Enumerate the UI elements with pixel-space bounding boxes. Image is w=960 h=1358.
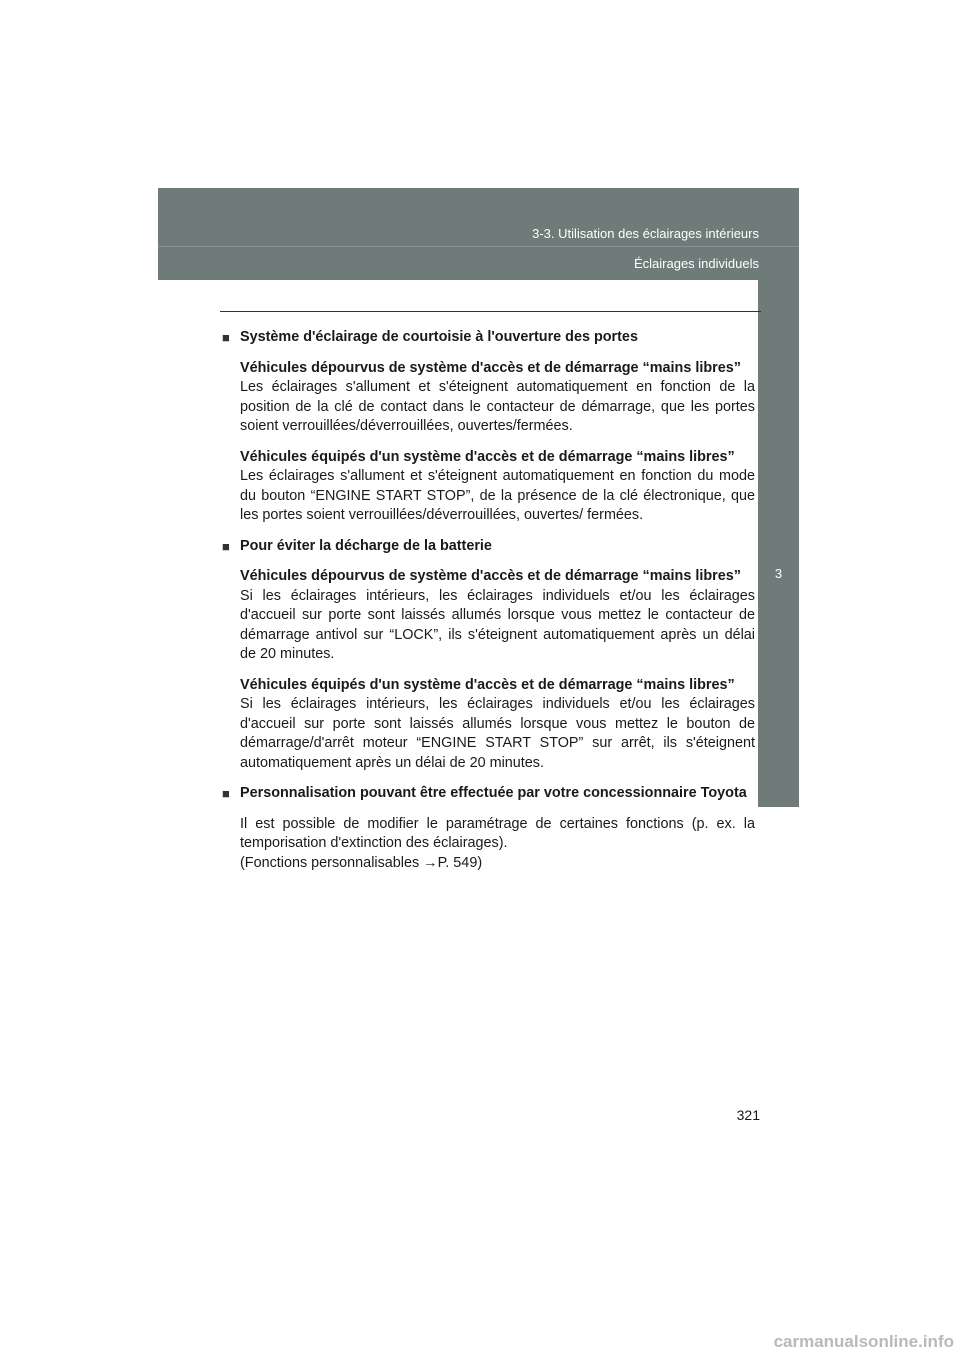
paragraph [222, 815, 755, 874]
chapter-side-tab [758, 280, 799, 1037]
section-customization [222, 784, 755, 873]
paragraph [222, 359, 755, 437]
paragraph-subtitle: Véhicules dépourvus de système d'accès et de démarrage “mains libres” [240, 359, 741, 376]
paragraph-text: Si les éclairages intérieurs, les éclairages individuels et/ou les éclairages d'accueil sur porte sont laissés allumés lorsque vous mettez le bouton de démarrage/d'arrêt moteur “ENGINE START STOP” sur arrêt, ils s'éteignent automatiquement après un délai de 20 minutes. [240, 696, 755, 771]
paragraph [222, 676, 755, 774]
square-bullet-icon: ■ [222, 538, 230, 554]
paragraph-text: Les éclairages s'allument et s'éteignent automatiquement en fonction du mode du bouton “ENGINE START STOP”, de la présence de la clé électronique, que les portes soient verrouillées/déverrouillées, ouvertes/ fermées. [240, 468, 755, 523]
square-bullet-icon: ■ [222, 330, 230, 345]
chapter-label: Équipements intérieurs [770, 903, 786, 1037]
watermark-logo: carmanualsonline.info [773, 1332, 954, 1351]
paragraph-text: Il est possible de modifier le paramétrage de certaines fonctions (p. ex. la temporisation d'extinction des éclairages). [240, 815, 755, 851]
paragraph-text: Les éclairages s'allument et s'éteignent automatiquement en fonction de la position de la clé de contact dans le contacteur de démarrage, que les portes soient verrouillées/déverrouillées, ouvertes/fermées. [240, 379, 755, 434]
page-header [158, 188, 799, 280]
paragraph-subtitle: Véhicules équipés d'un système d'accès et de démarrage “mains libres” [240, 676, 735, 693]
paragraph [222, 448, 755, 526]
section-title: ■ Pour éviter la décharge de la batterie [222, 537, 755, 557]
header-page-topic: Éclairages individuels [633, 256, 759, 271]
main-content [222, 328, 755, 884]
paragraph [222, 567, 755, 665]
square-bullet-icon: ■ [222, 786, 230, 801]
paragraph-subtitle: Véhicules dépourvus de système d'accès et de démarrage “mains libres” [240, 568, 741, 584]
cross-reference-link[interactable]: (Fonctions personnalisables →P. 549) [240, 854, 483, 871]
header-divider [158, 246, 799, 247]
page-number: 321 [736, 1107, 760, 1123]
section-title: ■ Personnalisation pouvant être effectuée par votre concessionnaire Toyota [222, 784, 755, 804]
section-battery-discharge [222, 537, 755, 774]
section-courtesy-lighting [222, 328, 755, 526]
chapter-number: 3 [774, 566, 783, 581]
section-title: ■ Système d'éclairage de courtoisie à l'ouverture des portes [222, 328, 755, 348]
header-section-title: 3-3. Utilisation des éclairages intérieurs [532, 226, 759, 241]
paragraph-text: Si les éclairages intérieurs, les éclairages individuels et/ou les éclairages d'accueil sur porte sont laissés allumés lorsque vous mettez le contacteur de démarrage antivol sur “LOCK”, ils s'éteignent automatiquement après un délai de 20 minutes. [240, 587, 755, 662]
content-top-rule [220, 311, 761, 312]
paragraph-subtitle: Véhicules équipés d'un système d'accès et de démarrage “mains libres” [240, 448, 735, 465]
